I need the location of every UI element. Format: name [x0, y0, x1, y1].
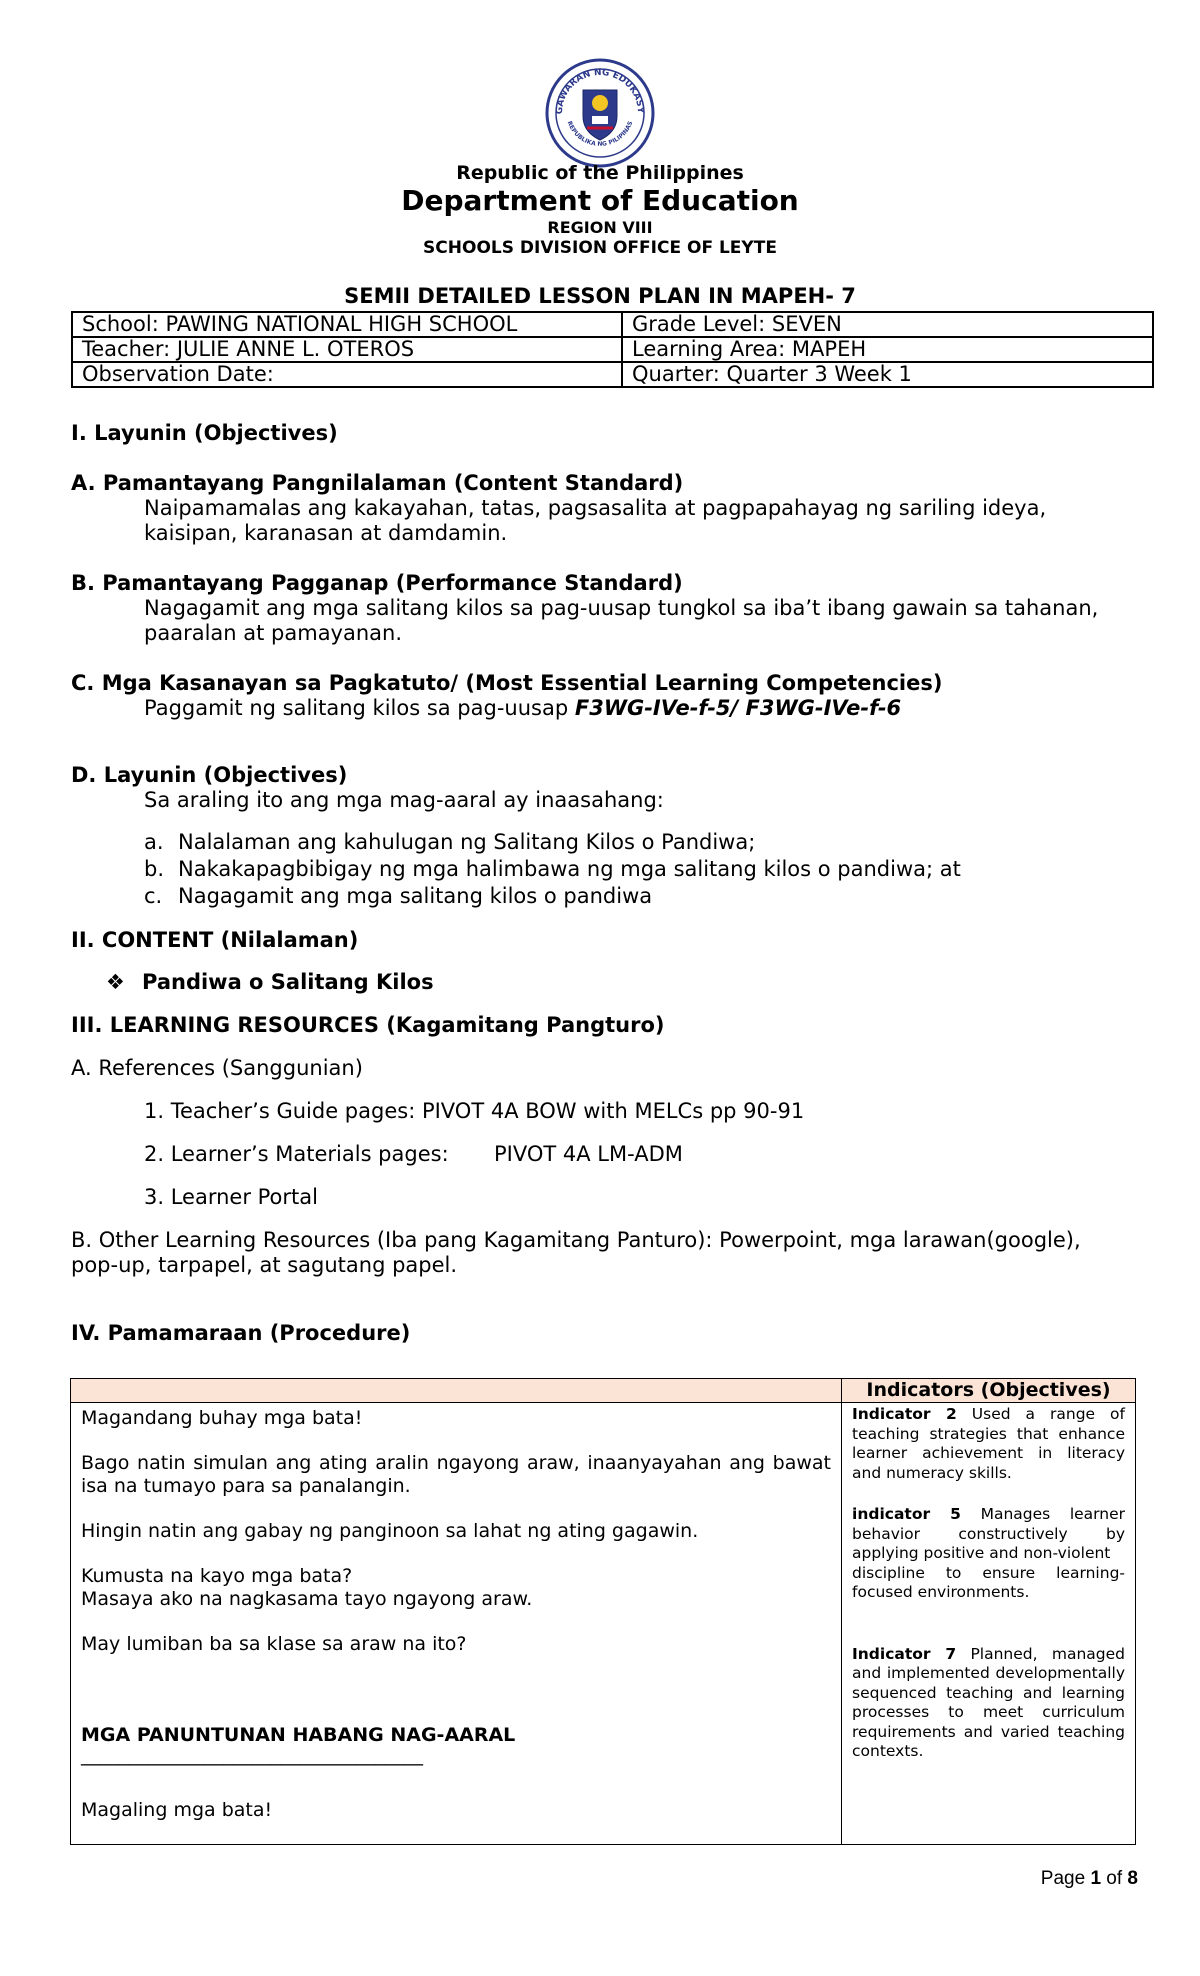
objective-text: Nagagamit ang mga salitang kilos o pandiwa: [178, 884, 653, 908]
performance-standard-heading: B. Pamantayang Pagganap (Performance Standard): [71, 571, 683, 595]
content-item-text: Pandiwa o Salitang Kilos: [142, 970, 434, 994]
indicator-block: [852, 1645, 1125, 1762]
objective-marker: a.: [144, 830, 164, 854]
lesson-plan-title: SEMII DETAILED LESSON PLAN IN MAPEH- 7: [344, 284, 856, 308]
indicator-extra: discipline to ensure learning-focused environments.: [852, 1563, 1125, 1601]
section-iii-heading: III. LEARNING RESOURCES (Kagamitang Pangturo): [71, 1013, 665, 1037]
region-line: REGION VIII: [547, 218, 653, 237]
diamond-bullet-icon: ❖: [106, 970, 125, 994]
division-line: SCHOOLS DIVISION OFFICE OF LEYTE: [423, 238, 777, 258]
section-iv-heading: IV. Pamamaraan (Procedure): [71, 1321, 411, 1345]
objectives-intro: Sa araling ito ang mga mag-aaral ay inaasahang:: [144, 788, 664, 812]
objective-item: [144, 884, 652, 909]
date-cell: Observation Date:: [72, 362, 622, 387]
indicator-label: Indicator 2: [852, 1405, 957, 1423]
objective-text: Nalalaman ang kahulugan ng Salitang Kilos o Pandiwa;: [178, 830, 756, 854]
teacher-cell: Teacher: JULIE ANNE L. OTEROS: [72, 337, 622, 362]
objective-item: [144, 857, 961, 882]
reference-1: 1. Teacher’s Guide pages: PIVOT 4A BOW with MELCs pp 90-91: [144, 1099, 805, 1123]
prayer-invite: Bago natin simulan ang ating aralin ngayong araw, inaanyayahan ang bawat isa na tumayo para sa panalangin.: [81, 1452, 831, 1497]
indicator-block: [852, 1405, 1125, 1483]
objective-text: Nakakapagbibigay ng mga halimbawa ng mga salitang kilos o pandiwa; at: [178, 857, 961, 881]
department-title: Department of Education: [401, 184, 799, 217]
masaya-line: Masaya ako na nagkasama tayo ngayong araw.: [81, 1588, 533, 1610]
republic-line: Republic of the Philippines: [456, 162, 744, 184]
section-i-heading: I. Layunin (Objectives): [71, 421, 338, 445]
objective-item: [144, 830, 755, 855]
references-heading: A. References (Sanggunian): [71, 1056, 363, 1080]
melc-text: Paggamit ng salitang kilos sa pag-uusap: [144, 696, 575, 720]
grade-cell: Grade Level: SEVEN: [622, 312, 1153, 337]
indicators-cell: [842, 1403, 1136, 1845]
content-standard-heading: A. Pamantayang Pangnilalaman (Content Standard): [71, 471, 684, 495]
school-cell: School: PAWING NATIONAL HIGH SCHOOL: [72, 312, 622, 337]
other-resources-line1: B. Other Learning Resources (Iba pang Kagamitang Panturo): Powerpoint, mga larawan(google),: [71, 1228, 1081, 1252]
melc-line: [144, 696, 901, 721]
melc-heading: C. Mga Kasanayan sa Pagkatuto/ (Most Essential Learning Competencies): [71, 671, 943, 695]
performance-standard-line1: Nagagamit ang mga salitang kilos sa pag-uusap tungkol sa iba’t ibang gawain sa tahanan,: [144, 596, 1099, 620]
indicator-label: indicator 5: [852, 1505, 961, 1523]
indicators-header: Indicators (Objectives): [842, 1379, 1136, 1403]
procedure-table: [70, 1378, 1136, 1845]
content-standard-line1: Naipamamalas ang kakayahan, tatas, pagsasalita at pagpapahayag ng sariling ideya,: [144, 496, 1047, 520]
reference-3: 3. Learner Portal: [144, 1185, 318, 1209]
total-pages: 8: [1127, 1868, 1138, 1889]
section-ii-heading: II. CONTENT (Nilalaman): [71, 928, 359, 952]
current-page: 1: [1090, 1868, 1102, 1889]
of-label: of: [1101, 1868, 1128, 1889]
indicator-block: [852, 1505, 1125, 1564]
content-item: [106, 970, 434, 995]
objective-marker: b.: [144, 857, 165, 881]
reference-2: [144, 1142, 683, 1167]
guidance-line: Hingin natin ang gabay ng panginoon sa lahat ng ating gagawin.: [81, 1520, 699, 1542]
info-table: [71, 311, 1154, 388]
svg-text:REPUBLIKA NG PILIPINAS: REPUBLIKA NG PILIPINAS: [565, 120, 635, 148]
other-resources-line2: pop-up, tarpapel, at sagutang papel.: [71, 1253, 458, 1277]
content-standard-line2: kaisipan, karanasan at damdamin.: [144, 521, 508, 545]
deped-seal: [545, 58, 655, 168]
melc-code: F3WG-IVe-f-5/ F3WG-IVe-f-6: [574, 696, 902, 720]
page-label: Page: [1040, 1868, 1091, 1889]
procedure-activity-cell: [71, 1403, 842, 1845]
greeting: Magandang buhay mga bata!: [81, 1407, 363, 1429]
indicator-text: Planned, managed and implemented developmentally sequenced teaching and learning processes to meet curriculum requirements and varied teaching contexts.: [852, 1644, 1125, 1760]
page-number: [1041, 1868, 1138, 1890]
attendance-line: May lumiban ba sa klase sa araw na ito?: [81, 1633, 467, 1655]
closing-line: Magaling mga bata!: [81, 1799, 273, 1821]
quarter-cell: Quarter: Quarter 3 Week 1: [622, 362, 1153, 387]
indicator-text: Used a range of teaching strategies that enhance learner achievement in literacy and numeracy skills.: [852, 1405, 1125, 1482]
rules-heading: MGA PANUNTUNAN HABANG NAG-AARAL: [81, 1724, 516, 1746]
objective-marker: c.: [144, 884, 163, 908]
procedure-header-blank: [71, 1379, 842, 1403]
indicator-label: Indicator 7: [852, 1644, 957, 1663]
kumusta-line: Kumusta na kayo mga bata?: [81, 1565, 353, 1587]
rules-blank-line: ____________________________________: [81, 1744, 423, 1766]
indicator-text: Manages learner behavior constructively by applying positive and non-violent: [852, 1505, 1125, 1562]
svg-text:KAGAWARAN NG EDUKASYON: GAWARAN NG EDUKASY: [554, 67, 646, 115]
objectives-heading: D. Layunin (Objectives): [71, 763, 348, 787]
reference-2-value: PIVOT 4A LM-ADM: [494, 1142, 683, 1166]
performance-standard-line2: paaralan at pamayanan.: [144, 621, 403, 645]
reference-2-label: 2. Learner’s Materials pages:: [144, 1142, 449, 1166]
area-cell: Learning Area: MAPEH: [622, 337, 1153, 362]
